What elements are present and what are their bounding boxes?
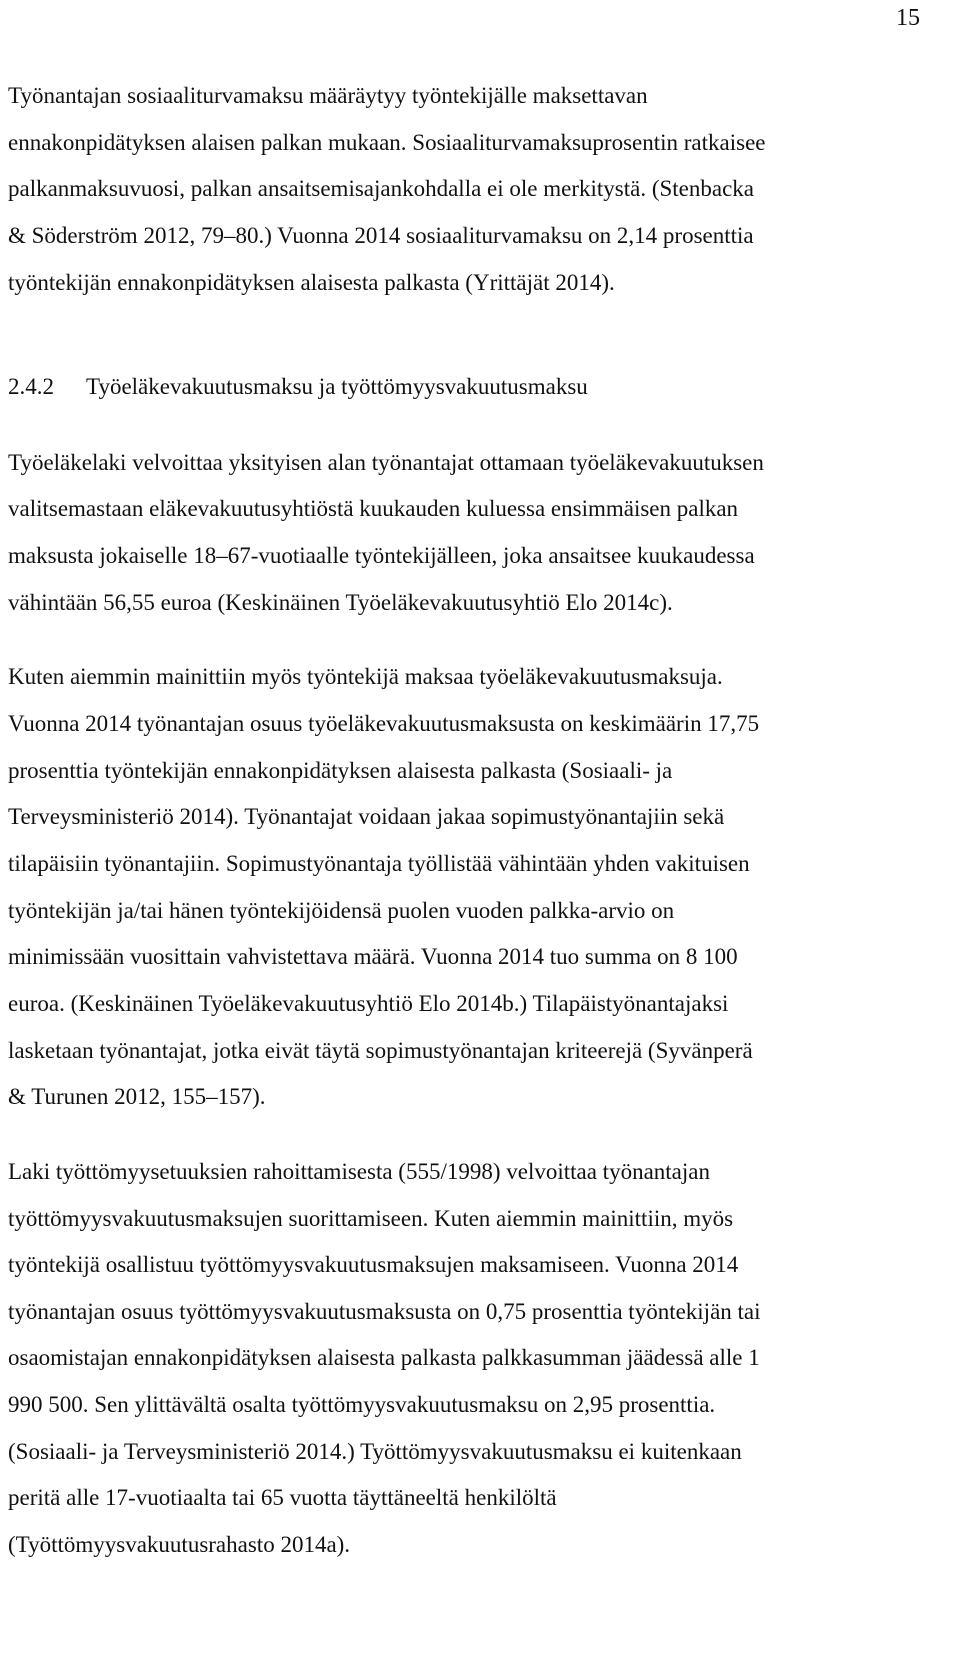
text-line: 990 500. Sen ylittävältä osalta työttömyysvakuutusmaksu on 2,95 prosenttia. [8, 1392, 716, 1417]
text-line: palkanmaksuvuosi, palkan ansaitsemisajankohdalla ei ole merkitystä. (Stenbacka [8, 176, 755, 201]
text-line: minimissään vuosittain vahvistettava määrä. Vuonna 2014 tuo summa on 8 100 [8, 944, 738, 969]
text-line: (Sosiaali- ja Terveysministeriö 2014.) Työttömyysvakuutusmaksu ei kuitenkaan [8, 1439, 742, 1464]
page-number: 15 [896, 5, 920, 31]
text-line: Kuten aiemmin mainittiin myös työntekijä maksaa työeläkevakuutusmaksuja. [8, 664, 723, 689]
text-line: prosenttia työntekijän ennakonpidätyksen alaisesta palkasta (Sosiaali- ja [8, 758, 673, 783]
text-line: tilapäisiin työnantajiin. Sopimustyönantaja työllistää vähintään yhden vakituisen [8, 851, 750, 876]
text-line: osaomistajan ennakonpidätyksen alaisesta palkasta palkkasumman jäädessä alle 1 [8, 1345, 760, 1370]
text-line: valitsemastaan eläkevakuutusyhtiöstä kuukauden kuluessa ensimmäisen palkan [8, 496, 739, 521]
text-line: työntekijän ja/tai hänen työntekijöidensä puolen vuoden palkka-arvio on [8, 898, 675, 923]
text-line: Työnantajan sosiaaliturvamaksu määräytyy työntekijälle maksettavan [8, 83, 648, 108]
text-line: työntekijän ennakonpidätyksen alaisesta palkasta (Yrittäjät 2014). [8, 270, 615, 295]
text-line: Laki työttömyysetuuksien rahoittamisesta (555/1998) velvoittaa työnantajan [8, 1159, 710, 1184]
section-title: Työeläkevakuutusmaksu ja työttömyysvakuutusmaksu [86, 374, 588, 399]
text-line: (Työttömyysvakuutusrahasto 2014a). [8, 1532, 351, 1557]
section-heading [8, 373, 588, 401]
text-line: & Söderström 2012, 79–80.) Vuonna 2014 sosiaaliturvamaksu on 2,14 prosenttia [8, 223, 754, 248]
text-line: & Turunen 2012, 155–157). [8, 1084, 266, 1109]
text-line: vähintään 56,55 euroa (Keskinäinen Työeläkevakuutusyhtiö Elo 2014c). [8, 590, 673, 615]
text-line: maksusta jokaiselle 18–67-vuotiaalle työntekijälleen, joka ansaitsee kuukaudessa [8, 543, 755, 568]
text-line: Terveysministeriö 2014). Työnantajat voidaan jakaa sopimustyönantajiin sekä [8, 804, 725, 829]
text-line: työnantajan osuus työttömyysvakuutusmaksusta on 0,75 prosenttia työntekijän tai [8, 1299, 761, 1324]
section-number: 2.4.2 [8, 374, 54, 399]
text-line: peritä alle 17-vuotiaalta tai 65 vuotta täyttäneeltä henkilöltä [8, 1485, 557, 1510]
text-line: työntekijä osallistuu työttömyysvakuutusmaksujen maksamiseen. Vuonna 2014 [8, 1252, 739, 1277]
text-line: lasketaan työnantajat, jotka eivät täytä sopimustyönantajan kriteerejä (Syvänperä [8, 1038, 753, 1063]
text-line: euroa. (Keskinäinen Työeläkevakuutusyhtiö Elo 2014b.) Tilapäistyönantajaksi [8, 991, 729, 1016]
text-line: ennakonpidätyksen alaisen palkan mukaan. Sosiaaliturvamaksuprosentin ratkaisee [8, 130, 766, 155]
text-line: Vuonna 2014 työnantajan osuus työeläkevakuutusmaksusta on keskimäärin 17,75 [8, 711, 760, 736]
text-line: Työeläkelaki velvoittaa yksityisen alan työnantajat ottamaan työeläkevakuutuksen [8, 450, 764, 475]
text-line: työttömyysvakuutusmaksujen suorittamiseen. Kuten aiemmin mainittiin, myös [8, 1206, 734, 1231]
